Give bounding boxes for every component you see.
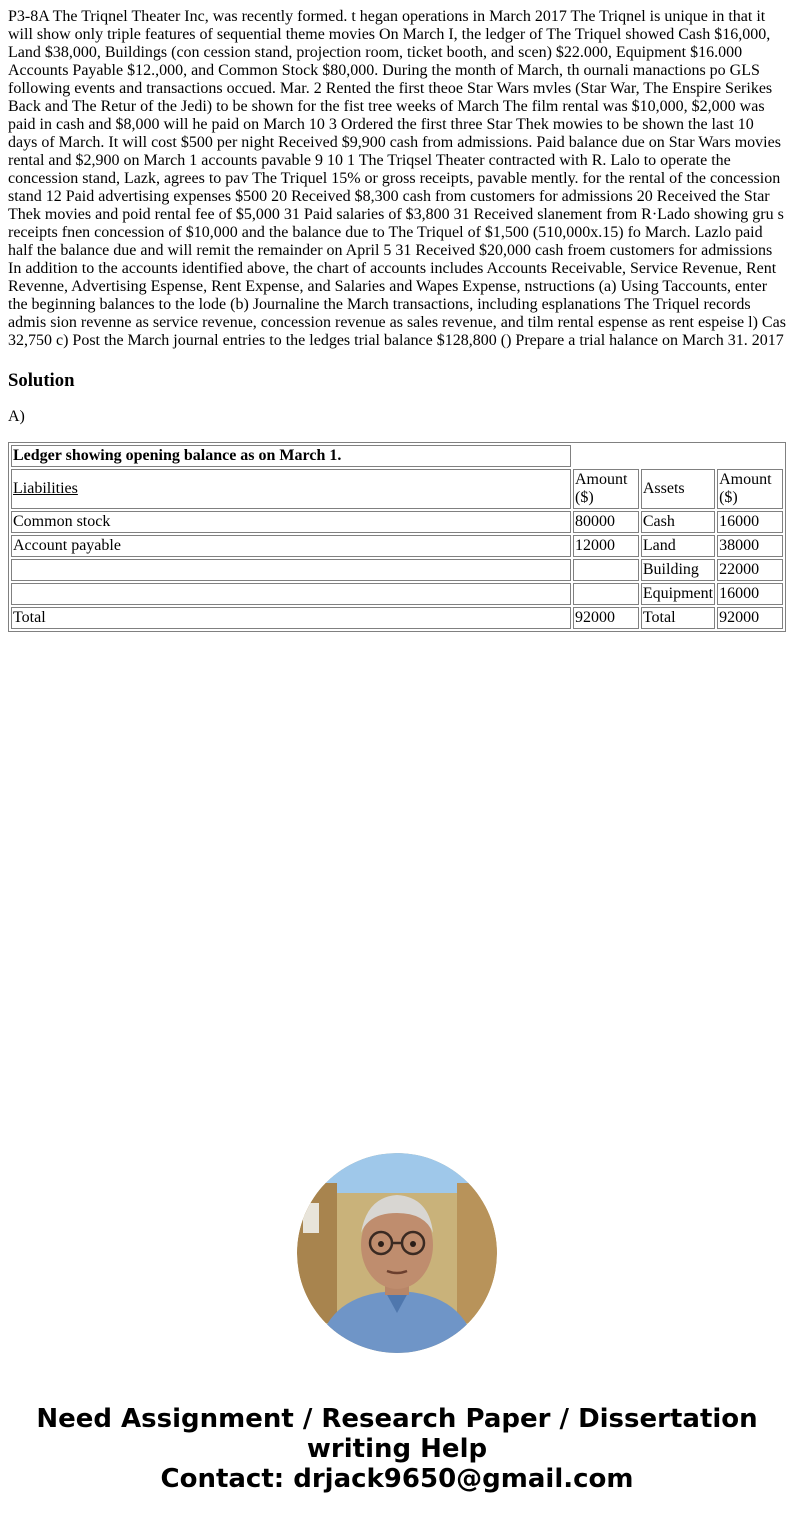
asset-name: Cash xyxy=(641,511,715,533)
person-photo-icon xyxy=(297,1153,497,1353)
ledger-table xyxy=(8,442,786,632)
table-row xyxy=(11,583,783,605)
liability-amount xyxy=(573,583,639,605)
asset-amount: 16000 xyxy=(717,511,783,533)
part-label: A) xyxy=(8,408,25,425)
avatar xyxy=(297,1153,497,1353)
ledger-title-row xyxy=(11,445,783,467)
promo-line-1: Need Assignment / Research Paper / Dissertation xyxy=(36,1404,758,1434)
asset-name: Building xyxy=(641,559,715,581)
header-amount-assets: Amount ($) xyxy=(717,469,783,509)
problem-statement: P3-8A The Triqnel Theater Inc, was recently formed. t hegan operations in March 2017 The Triqnel is unique in that it will show only triple features of sequential theme movies On March I, the ledger of The Triquel showed Cash $16,000, Land $38,000, Buildings (con cession stand, projection room, ticket booth, and scen) $22.000, Equipment $16.000 Accounts Payable $12.,000, and Common Stock $80,000. During the month of March, th ournali manactions po GLS following events and transactions occued. Mar. 2 Rented the first theoe Star Wars mvles (Star War, The Enspire Serikes Back and The Retur of the Jedi) to be shown for the fist tree weeks of March The film rental was $10,000, $2,000 was paid in cash and $8,000 will he paid on March 10 3 Ordered the first three Star Thek mowies to be shown the last 10 days of March. It will cost $500 per night Received $9,900 cash from admissions. Paid balance due on Star Wars movies rental and $2,900 on March 1 accounts pavable 9 10 1 The Triqsel Theater contracted with R. Lalo to operate the concession stand, Lazk, agrees to pav The Triquel 15% or gross receipts, pavable mently. for the rental of the concession stand 12 Paid advertising expenses $500 20 Received $8,300 cash from customers for admissions 20 Received the Star Thek movies and poid rental fee of $5,000 31 Paid salaries of $3,800 31 Received slanement from R·Lado showing gru s receipts fnen concession of $10,000 and the balance due to The Triquel of $1,500 (510,000x.15) fo March. Lazlo paid half the balance due and will remit the remainder on April 5 31 Received $20,000 cash froem customers for admissions In addition to the accounts identified above, the chart of accounts includes Accounts Receivable, Service Revenue, Rent Revenne, Advertising Espense, Rent Expense, and Salaries and Wapes Expense, nstructions (a) Using Taccounts, enter the beginning balances to the lode (b) Journaline the March transactions, including esplanations The Triquel records admis sion revenne as service revenue, concession revenue as sales revenue, and tilm rental espense as rent espeise l) Cas 32,750 c) Post the March journal entries to the ledges trial balance $128,800 () Prepare a trial halance on March 31. 2017 xyxy=(8,8,786,349)
promo-line-2: writing Help xyxy=(306,1434,488,1464)
liability-total-amount: 92000 xyxy=(573,607,639,629)
asset-name: Equipment xyxy=(641,583,715,605)
liability-total-label: Total xyxy=(11,607,571,629)
table-row xyxy=(11,559,783,581)
liability-amount xyxy=(573,559,639,581)
liability-name: Common stock xyxy=(11,511,571,533)
asset-total-amount: 92000 xyxy=(717,607,783,629)
asset-amount: 16000 xyxy=(717,583,783,605)
liability-name: Account payable xyxy=(11,535,571,557)
header-liabilities: Liabilities xyxy=(13,480,78,497)
ledger-title: Ledger showing opening balance as on March 1. xyxy=(11,445,571,467)
liability-amount: 80000 xyxy=(573,511,639,533)
liability-name xyxy=(11,583,571,605)
ledger-header-row xyxy=(11,469,783,509)
asset-amount: 38000 xyxy=(717,535,783,557)
liability-amount: 12000 xyxy=(573,535,639,557)
header-amount-liabilities: Amount ($) xyxy=(573,469,639,509)
empty-cell xyxy=(573,445,783,467)
asset-name: Land xyxy=(641,535,715,557)
header-assets: Assets xyxy=(641,469,715,509)
promo-footer xyxy=(0,1404,794,1494)
table-row-total xyxy=(11,607,783,629)
solution-heading: Solution xyxy=(8,370,75,391)
liability-name xyxy=(11,559,571,581)
document-body xyxy=(8,8,786,632)
asset-amount: 22000 xyxy=(717,559,783,581)
promo-contact: Contact: drjack9650@gmail.com xyxy=(160,1464,634,1494)
table-row xyxy=(11,511,783,533)
table-row xyxy=(11,535,783,557)
asset-total-label: Total xyxy=(641,607,715,629)
